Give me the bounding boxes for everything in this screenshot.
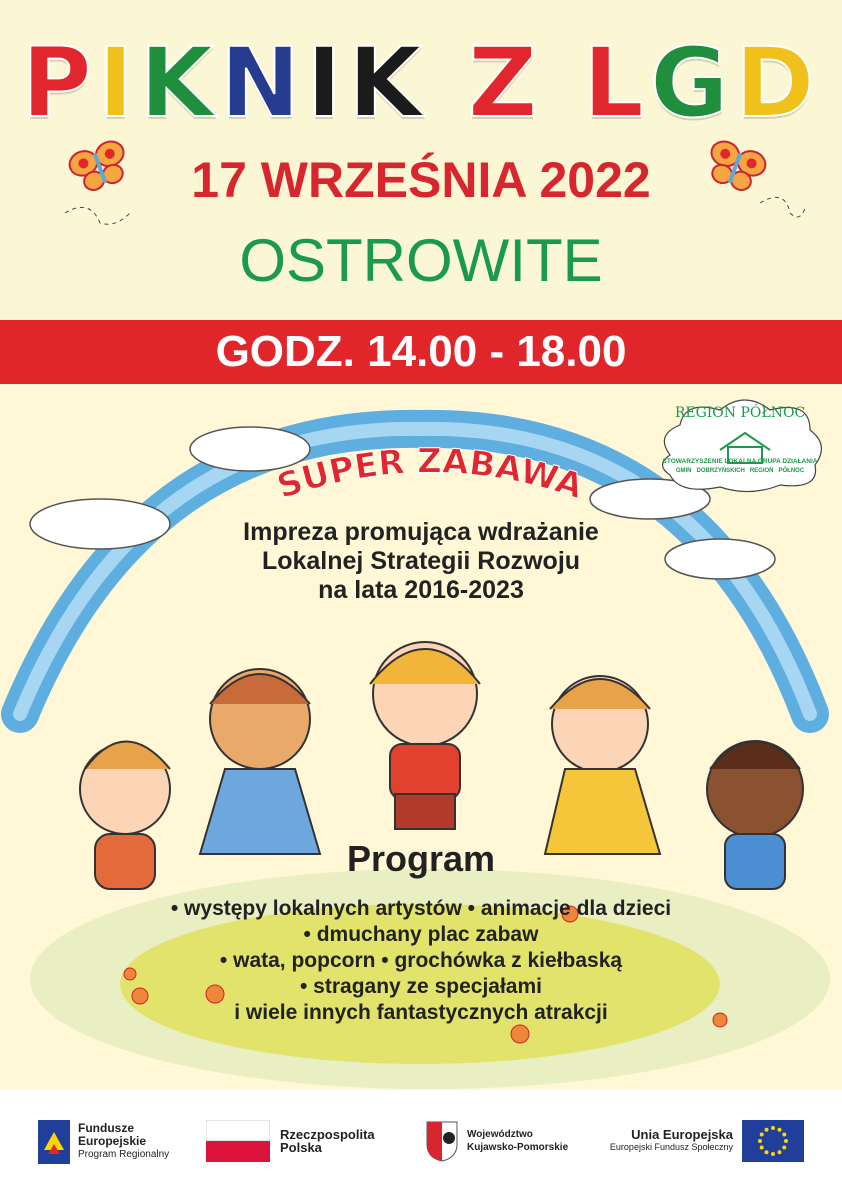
poster-title	[0, 28, 842, 138]
wkp-text	[467, 1128, 597, 1154]
program-title: Program	[346, 838, 496, 879]
eu-star	[758, 1139, 762, 1143]
coat-of-arms-icon	[425, 1120, 459, 1162]
ue-line1: Unia Europejska	[631, 1127, 733, 1142]
hours-bar	[0, 320, 842, 384]
eu-star	[771, 1126, 775, 1130]
region-polnoc-logo	[650, 395, 830, 495]
eu-star	[782, 1146, 786, 1150]
eu-star	[771, 1152, 775, 1156]
rp-text	[280, 1128, 390, 1154]
region-logo-line1: STOWARZYSZENIE LOKALNA GRUPA DZIAŁANIA	[662, 458, 818, 465]
polish-flag-icon	[206, 1120, 270, 1162]
ue-text	[598, 1128, 733, 1154]
title-letter: G	[650, 27, 735, 139]
title-letter: L	[582, 27, 651, 139]
wkp-line2: Kujawsko-Pomorskie	[467, 1142, 569, 1153]
eu-flag-icon	[742, 1120, 804, 1162]
title-letter: I	[97, 27, 140, 139]
title-letter: K	[139, 27, 220, 139]
eu-star	[782, 1133, 786, 1137]
title-letter: P	[21, 27, 98, 139]
program-item: • występy lokalnych artystów • animacje dla dzieci	[170, 897, 672, 920]
subtitle	[0, 518, 842, 605]
program-item: • stragany ze specjałami	[300, 975, 542, 998]
title-letter: I	[306, 27, 349, 139]
ue-line2: Europejski Fundusz Społeczny	[609, 1142, 733, 1152]
title-letter: D	[734, 27, 821, 139]
program-item: i wiele innych fantastycznych atrakcji	[234, 1001, 608, 1024]
program-item: • wata, popcorn • grochówka z kiełbaską	[219, 949, 623, 972]
eu-star	[765, 1150, 769, 1154]
region-logo-name: REGION PÓŁNOC	[674, 405, 806, 421]
event-place: OSTROWITE	[239, 227, 603, 294]
eu-star	[760, 1133, 764, 1137]
subtitle-line: Impreza promująca wdrażanie	[243, 518, 599, 546]
fe-text	[78, 1122, 188, 1161]
fe-line1: Fundusze	[78, 1121, 134, 1135]
super-zabawa-graphic	[250, 445, 610, 515]
title-letter	[543, 27, 582, 139]
wkp-line1: Województwo	[467, 1129, 533, 1140]
title-letter: K	[348, 27, 429, 139]
subtitle-line: na lata 2016-2023	[318, 576, 524, 604]
fe-line3: Program Regionalny	[78, 1149, 170, 1160]
subtitle-line: Lokalnej Strategii Rozwoju	[261, 547, 581, 575]
region-logo-line2: GMIN DOBRZYŃSKICH REGION PÓŁNOC	[675, 468, 805, 474]
footer-logos	[0, 1090, 842, 1200]
eu-star	[784, 1139, 788, 1143]
svg-text:SUPER ZABAWA: SUPER ZABAWA	[272, 445, 588, 508]
program-list	[0, 896, 842, 1026]
eu-star	[760, 1146, 764, 1150]
eu-star	[778, 1128, 782, 1132]
rp-line2: Polska	[280, 1140, 322, 1155]
eu-star	[778, 1150, 782, 1154]
fe-star-icon	[38, 1120, 70, 1164]
event-date: 17 WRZEŚNIA 2022	[191, 152, 651, 208]
program-item: • dmuchany plac zabaw	[303, 923, 539, 946]
title-letter	[428, 27, 467, 139]
event-hours: GODZ. 14.00 - 18.00	[215, 327, 627, 376]
fe-line2: Europejskie	[78, 1134, 147, 1148]
title-letter: Z	[467, 27, 544, 139]
eu-star	[765, 1128, 769, 1132]
rp-line1: Rzeczpospolita	[280, 1127, 375, 1142]
title-letter: N	[219, 27, 307, 139]
